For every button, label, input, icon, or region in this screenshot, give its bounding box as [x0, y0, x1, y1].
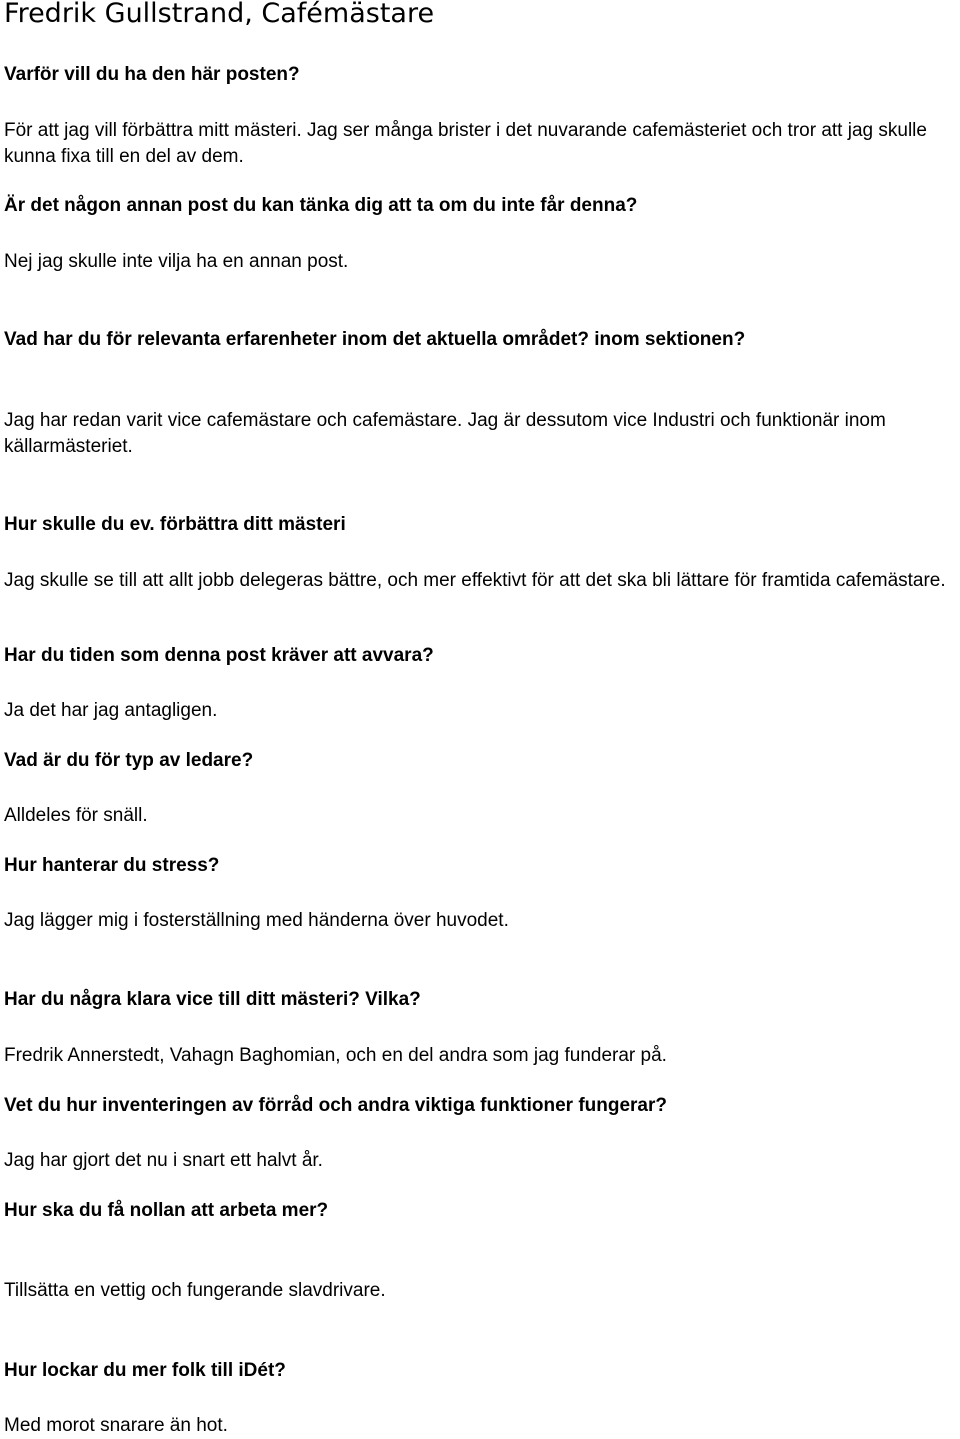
answer-1: För att jag vill förbättra mitt mästeri. Jag ser många brister i det nuvarande cafemästeriet och tror att jag skulle kunna fixa till en del av dem.: [4, 120, 927, 167]
question-10: Hur ska du få nollan att arbeta mer?: [4, 1200, 329, 1221]
answer-10: Tillsätta en vettig och fungerande slavdrivare.: [4, 1280, 386, 1301]
answer-11: Med morot snarare än hot.: [4, 1415, 228, 1436]
question-3: Vad har du för relevanta erfarenheter inom det aktuella området? inom sektionen?: [4, 329, 746, 350]
answer-5: Ja det har jag antagligen.: [4, 700, 218, 721]
answer-2: Nej jag skulle inte vilja ha en annan post.: [4, 251, 349, 272]
answer-7: Jag lägger mig i fosterställning med händerna över huvodet.: [4, 910, 509, 931]
question-11: Hur lockar du mer folk till iDét?: [4, 1360, 286, 1381]
answer-3: Jag har redan varit vice cafemästare och cafemästare. Jag är dessutom vice Industri och funktionär inom källarmästeriet.: [4, 410, 886, 457]
answer-9: Jag har gjort det nu i snart ett halvt år.: [4, 1150, 323, 1171]
question-8: Har du några klara vice till ditt mästeri? Vilka?: [4, 989, 421, 1010]
page-title: Fredrik Gullstrand, Cafémästare: [4, 0, 435, 29]
question-5: Har du tiden som denna post kräver att avvara?: [4, 645, 434, 666]
question-4: Hur skulle du ev. förbättra ditt mästeri: [4, 514, 346, 535]
answer-8: Fredrik Annerstedt, Vahagn Baghomian, och en del andra som jag funderar på.: [4, 1045, 667, 1066]
question-2: Är det någon annan post du kan tänka dig att ta om du inte får denna?: [4, 195, 638, 216]
answer-4: Jag skulle se till att allt jobb delegeras bättre, och mer effektivt för att det ska bli lättare för framtida cafemästare.: [4, 570, 946, 591]
question-6: Vad är du för typ av ledare?: [4, 750, 254, 771]
answer-6: Alldeles för snäll.: [4, 805, 148, 826]
question-9: Vet du hur inventeringen av förråd och andra viktiga funktioner fungerar?: [4, 1095, 667, 1116]
question-7: Hur hanterar du stress?: [4, 855, 220, 876]
question-1: Varför vill du ha den här posten?: [4, 64, 300, 85]
